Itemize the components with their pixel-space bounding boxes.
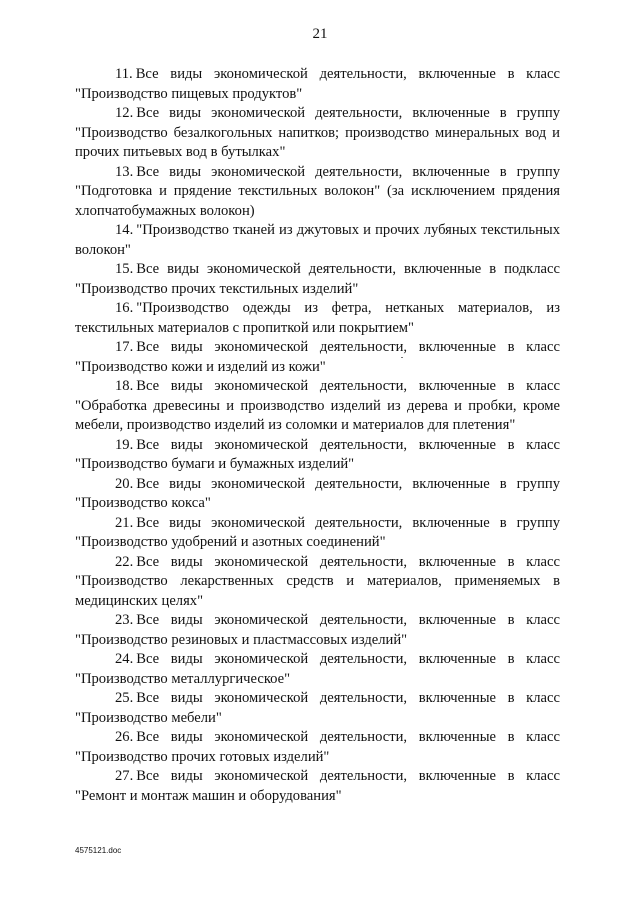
item-text: Все виды экономической деятельности, включенные в класс "Производство бумаги и бумажных изделий" xyxy=(75,436,560,472)
list-item xyxy=(75,767,560,806)
list-item xyxy=(75,377,560,436)
item-number: 25. xyxy=(115,690,134,706)
item-text: Все виды экономической деятельности, включенные в класс "Обработка древесины и производство изделий из дерева и пробки, кроме мебели, производство изделий из соломки и материалов для плетения" xyxy=(75,378,560,433)
item-number: 27. xyxy=(115,768,134,784)
item-text: Все виды экономической деятельности, включенные в группу "Подготовка и прядение текстильных волокон" (за исключением прядения хлопчатобумажных волокон) xyxy=(75,163,560,219)
item-number: 15. xyxy=(115,261,134,277)
list-item xyxy=(75,514,560,553)
list-item xyxy=(75,221,560,260)
list-item xyxy=(75,299,560,338)
item-number: 22. xyxy=(115,553,134,570)
item-text: Все виды экономической деятельности, включенные в класс "Производство кожи и изделий из кожи" xyxy=(75,339,560,375)
item-number: 16. xyxy=(115,300,134,316)
item-text: Все виды экономической деятельности, включенные в класс "Производство лекарственных средств и материалов, применяемых в медицинских целях" xyxy=(75,553,560,609)
list-item xyxy=(75,338,560,377)
item-number: 17. xyxy=(115,339,134,355)
item-number: 14. xyxy=(115,222,134,238)
document-body xyxy=(75,65,560,806)
list-item xyxy=(75,650,560,689)
item-number: 21. xyxy=(115,514,134,531)
item-text: Все виды экономической деятельности, включенные в класс "Производство металлургическое" xyxy=(75,651,560,687)
footer-filename: 4575121.doc xyxy=(75,846,122,855)
list-item xyxy=(75,65,560,104)
list-item xyxy=(75,260,560,299)
item-text: Все виды экономической деятельности, включенные в класс "Производство резиновых и пластмассовых изделий" xyxy=(75,612,560,648)
item-text: Все виды экономической деятельности, включенные в класс "Ремонт и монтаж машин и оборудования" xyxy=(75,768,560,804)
item-number: 18. xyxy=(115,378,134,394)
item-text: "Производство тканей из джутовых и прочих лубяных текстильных волокон" xyxy=(75,222,560,258)
item-text: Все виды экономической деятельности, включенные в класс "Производство пищевых продуктов" xyxy=(75,66,560,102)
list-item xyxy=(75,475,560,514)
list-item xyxy=(75,163,560,222)
item-text: Все виды экономической деятельности, включенные в подкласс "Производство прочих текстильных изделий" xyxy=(75,261,560,297)
item-number: 19. xyxy=(115,436,134,453)
item-text: Все виды экономической деятельности, включенные в группу "Производство кокса" xyxy=(75,475,560,511)
item-number: 24. xyxy=(115,651,134,667)
scan-speck xyxy=(401,357,403,358)
item-text: Все виды экономической деятельности, включенные в группу "Производство удобрений и азотных соединений" xyxy=(75,514,560,550)
item-number: 12. xyxy=(115,105,134,121)
item-text: "Производство одежды из фетра, нетканых материалов, из текстильных материалов с пропиткой или покрытием" xyxy=(75,300,560,336)
list-item xyxy=(75,436,560,475)
item-number: 11. xyxy=(115,66,133,82)
item-number: 20. xyxy=(115,475,134,492)
list-item xyxy=(75,611,560,650)
list-item xyxy=(75,728,560,767)
item-text: Все виды экономической деятельности, включенные в класс "Производство мебели" xyxy=(75,690,560,726)
list-item xyxy=(75,553,560,612)
list-item xyxy=(75,104,560,163)
page-number: 21 xyxy=(312,26,328,42)
item-number: 23. xyxy=(115,612,134,628)
list-item xyxy=(75,689,560,728)
item-number: 13. xyxy=(115,163,134,180)
item-text: Все виды экономической деятельности, включенные в группу "Производство безалкогольных напитков; производство минеральных вод и прочих питьевых вод в бутылках" xyxy=(75,105,560,160)
item-number: 26. xyxy=(115,729,134,745)
item-text: Все виды экономической деятельности, включенные в класс "Производство прочих готовых изделий" xyxy=(75,729,560,765)
